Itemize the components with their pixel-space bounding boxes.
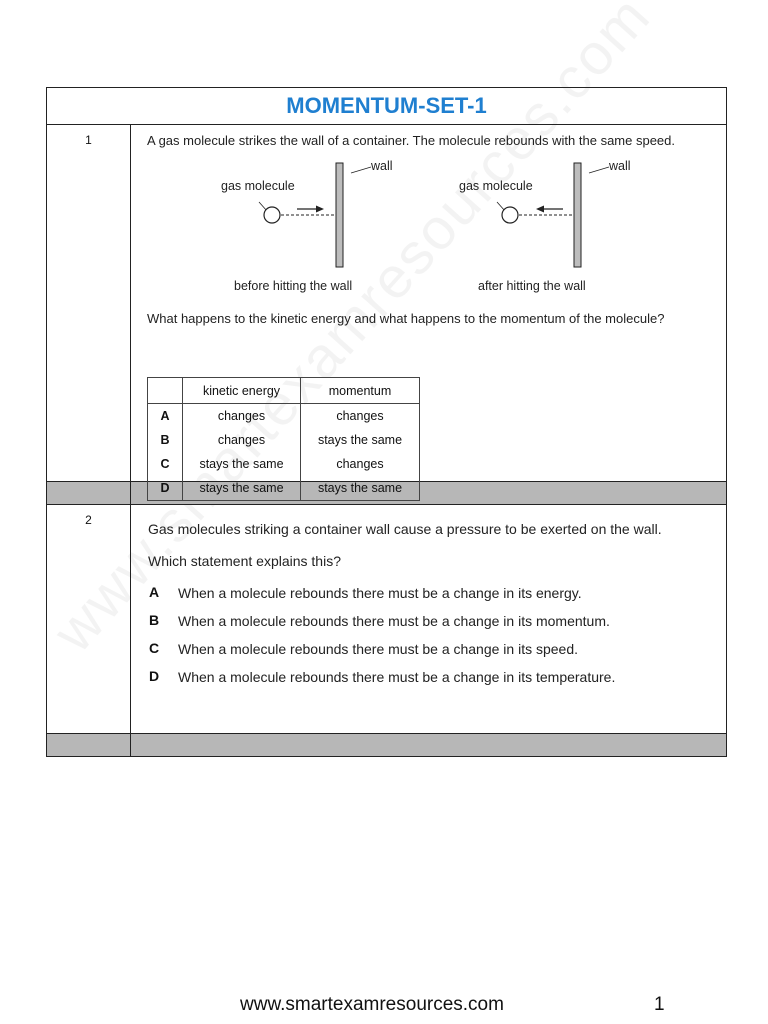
gas-molecule-label: gas molecule [459,179,533,193]
kinetic-energy-cell: changes [183,428,301,452]
caption-after: after hitting the wall [478,279,586,293]
arrow-left [536,206,544,213]
question-content-cell [131,505,727,734]
question-2 [131,505,726,733]
header-cell: momentum [301,378,420,404]
header-cell: kinetic energy [183,378,301,404]
gas-molecule-label: gas molecule [221,179,295,193]
separator-cell [131,734,727,757]
option-letter: C [148,452,183,476]
option-letter: A [148,404,183,429]
gas-molecule-before [264,207,280,223]
arrow-right [316,206,324,213]
gas-molecule-after [502,207,518,223]
kinetic-energy-cell: stays the same [183,476,301,501]
question-number: 2 [85,513,92,527]
footer-url: www.smartexamresources.com [240,994,504,1015]
wall-label: wall [371,159,393,173]
worksheet-table [46,87,727,757]
wall-label: wall [609,159,631,173]
option-letter: C [149,640,160,656]
wall-after [574,163,581,267]
wall-before [336,163,343,267]
separator-cell [47,482,131,505]
kinetic-energy-cell: stays the same [183,452,301,476]
momentum-cell: stays the same [317,481,403,495]
momentum-cell: stays the same [317,433,403,447]
question-content-cell [131,125,727,495]
table-row [148,476,420,501]
table-row [148,452,420,476]
answer-table [147,377,420,501]
question-1 [131,125,726,495]
caption-before: before hitting the wall [234,279,353,293]
question-text: What happens to the kinetic energy and what happens to the momentum of the molecule? [147,311,665,326]
title-cell [47,88,727,125]
kinetic-energy-cell: changes [183,404,301,429]
option-letter: B [148,428,183,452]
question-stem: A gas molecule strikes the wall of a container. The molecule rebounds with the same speed. [147,133,675,148]
option-text: When a molecule rebounds there must be a change in its speed. [178,641,579,657]
question-number: 1 [85,133,92,147]
momentum-cell: changes [336,409,384,423]
option-letter: B [149,612,160,628]
option-text: When a molecule rebounds there must be a change in its temperature. [178,669,616,685]
separator-cell [47,734,131,757]
table-row [148,428,420,452]
option-letter: D [149,668,160,684]
question-stem: Gas molecules striking a container wall cause a pressure to be exerted on the wall. [148,521,662,537]
page-title: MOMENTUM-SET-1 [286,93,487,118]
page-number: 1 [654,994,665,1015]
question-text: Which statement explains this? [148,553,341,569]
option-text: When a molecule rebounds there must be a change in its momentum. [178,613,610,629]
option-letter: A [149,584,160,600]
option-letter: D [148,476,183,501]
header-cell [148,378,183,404]
option-text: When a molecule rebounds there must be a change in its energy. [178,585,582,601]
momentum-cell: changes [336,457,384,471]
table-row [148,404,420,429]
question-number-cell [47,505,131,734]
question-number-cell [47,125,131,482]
